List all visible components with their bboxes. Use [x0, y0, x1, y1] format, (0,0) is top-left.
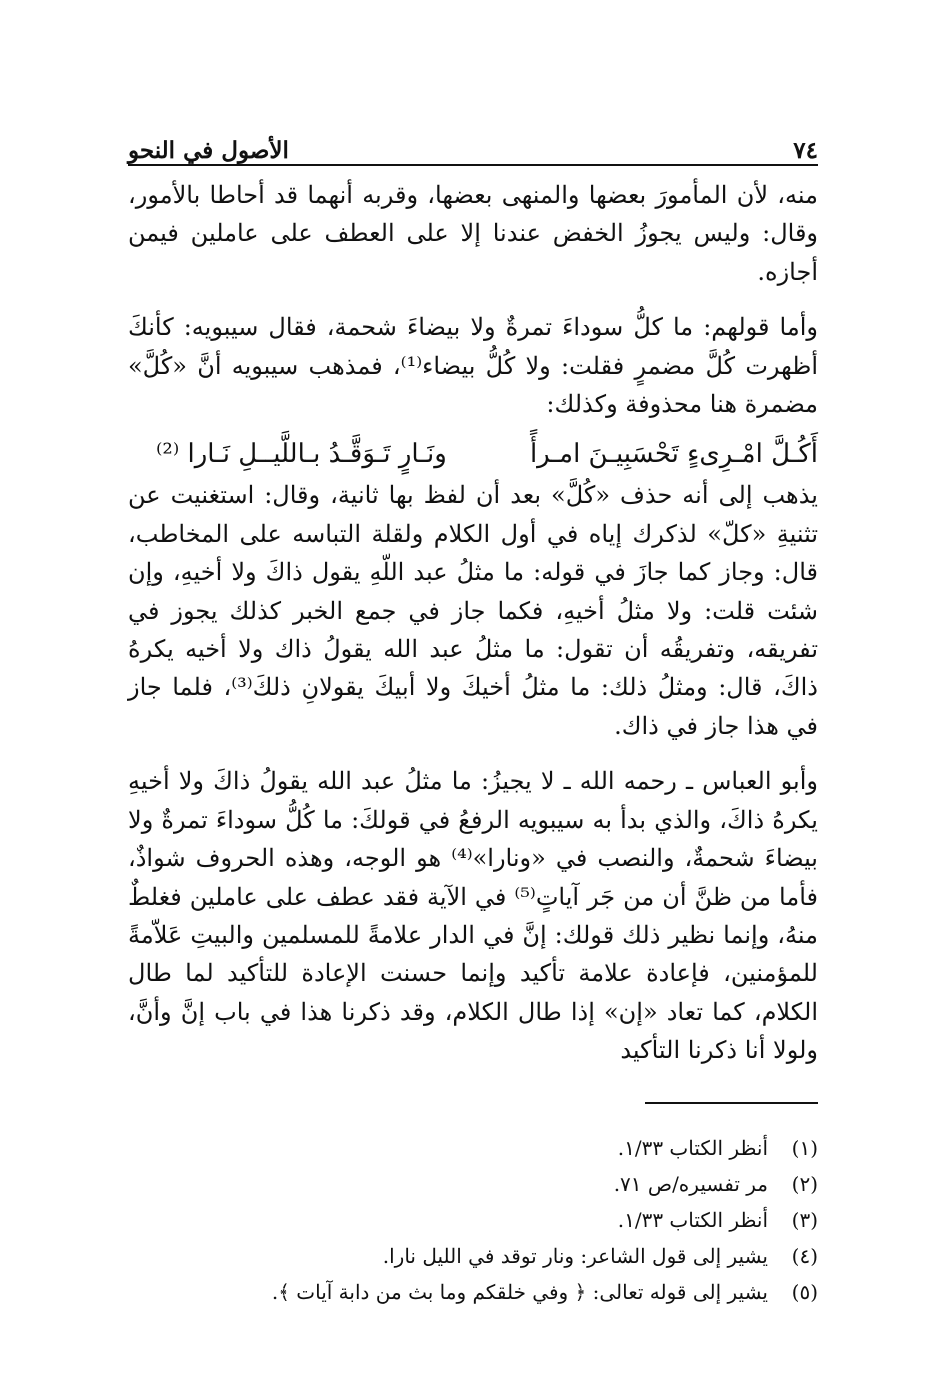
footnote-text: مر تفسيره/ص ٧١. — [613, 1172, 768, 1196]
verse-hemistich-second: ونَـارٍ تَـوَقَّـدُ بـاللَّيــلِ نَـارا ⁽²⁾ — [156, 439, 447, 470]
page-number: ٧٤ — [793, 137, 818, 164]
footnote-text: أنظر الكتاب ١/٣٣. — [617, 1208, 768, 1232]
paragraph: منه، لأن المأمورَ بعضها والمنهى بعضها، وقربه أنهما قد أحاطا بالأمور، وقال: وليس يجوزُ الخفض عندنا إلا على العطف على عاملين فيمن أجازه. — [128, 181, 818, 286]
footnote-number: (٢) — [791, 1172, 818, 1196]
footnote-number: (١) — [791, 1136, 818, 1160]
footnote-number: (٣) — [791, 1208, 818, 1232]
page-header — [128, 128, 818, 164]
footnote-item — [300, 1238, 818, 1274]
header-rule — [128, 164, 818, 166]
main-text — [128, 176, 818, 1070]
paragraph: يذهب إلى أنه حذف «كُلَّ» بعد أن لفظ بها ثانية، وقال: استغنيت عن تثنيةِ «كلّ» لذكرك إياه في أول الكلام ولقلة التباسه على المخاطب، قال: وجاز كما جازَ في قوله: ما مثلُ عبد اللّهِ يقول ذاكَ ولا أخيهِ، وإن شئت قلت: ولا مثلُ أخيهِ، فكما جاز في جمع الخبر كذلك يجوز في تفريقه، وتفريقُه أن تقول: ما مثلُ عبد الله يقولُ ذاك ولا أخيه يكرهُ ذاكَ، قال: ومثلُ ذلك: ما مثلُ أخيكَ ولا أبيكَ يقولانِ ذلكَ⁽³⁾، فلما جاز في هذا جاز في ذاك. — [128, 481, 818, 740]
verse-hemistich-first: أَكُـلَّ امْـرِىءٍ تَحْسَبِيـنَ امـرأً — [529, 439, 818, 470]
paragraph: وأما قولهم: ما كلُّ سوداءَ تمرةٌ ولا بيضاءَ شحمة، فقال سيبويه: كأنكَ أظهرت كُلَّ مضمرٍ فقلت: ولا كُلُّ بيضاء⁽¹⁾، فمذهب سيبويه أنَّ «كُلَّ» مضمرة هنا محذوفة وكذلك: — [128, 313, 818, 419]
footnote-separator — [645, 1102, 818, 1104]
footnote-number: (٥) — [791, 1280, 818, 1304]
footnote-number: (٤) — [791, 1244, 818, 1268]
footnote-item — [300, 1202, 818, 1238]
footnote-item — [300, 1166, 818, 1202]
footnote-text: أنظر الكتاب ١/٣٣. — [617, 1136, 768, 1160]
footnotes — [271, 1130, 818, 1310]
poetry-verse — [128, 432, 818, 476]
paragraph: وأبو العباس ـ رحمه الله ـ لا يجيزُ: ما مثلُ عبد الله يقولُ ذاكَ ولا أخيهِ يكرهُ ذاكَ، والذي بدأ به سيبويه الرفعُ في قولكَ: ما كُلُّ سوداءَ تمرةٌ ولا بيضاءَ شحمةٌ، والنصب في «ونارا»⁽⁴⁾ هو الوجه، وهذه الحروف شواذٌ، فأما من ظنَّ أن من جَر آياتٍ⁽⁵⁾ في الآية فقد عطف على عاملين فغلطٌ منهُ، وإنما نظير ذلك قولك: إنَّ في الدار علامةً للمسلمين والبيتِ عَلاّمةً للمؤمنين، فإعادة علامة تأكيد وإنما حسنت الإعادة للتأكيد لما طال الكلام، كما تعاد «إن» إذا طال الكلام، وقد ذكرنا هذا في باب إنَّ وأنَّ، ولولا أنا ذكرنا التأكيد — [128, 767, 818, 1065]
footnote-text: يشير إلى قول الشاعر: ونار توقد في الليل نارا. — [382, 1244, 768, 1268]
book-title: الأصول في النحو — [128, 137, 289, 164]
footnote-item — [271, 1274, 818, 1310]
footnote-text: يشير إلى قوله تعالى: ﴿ وفي خلقكم وما بث من دابة آيات ﴾. — [271, 1280, 768, 1304]
footnote-item — [300, 1130, 818, 1166]
